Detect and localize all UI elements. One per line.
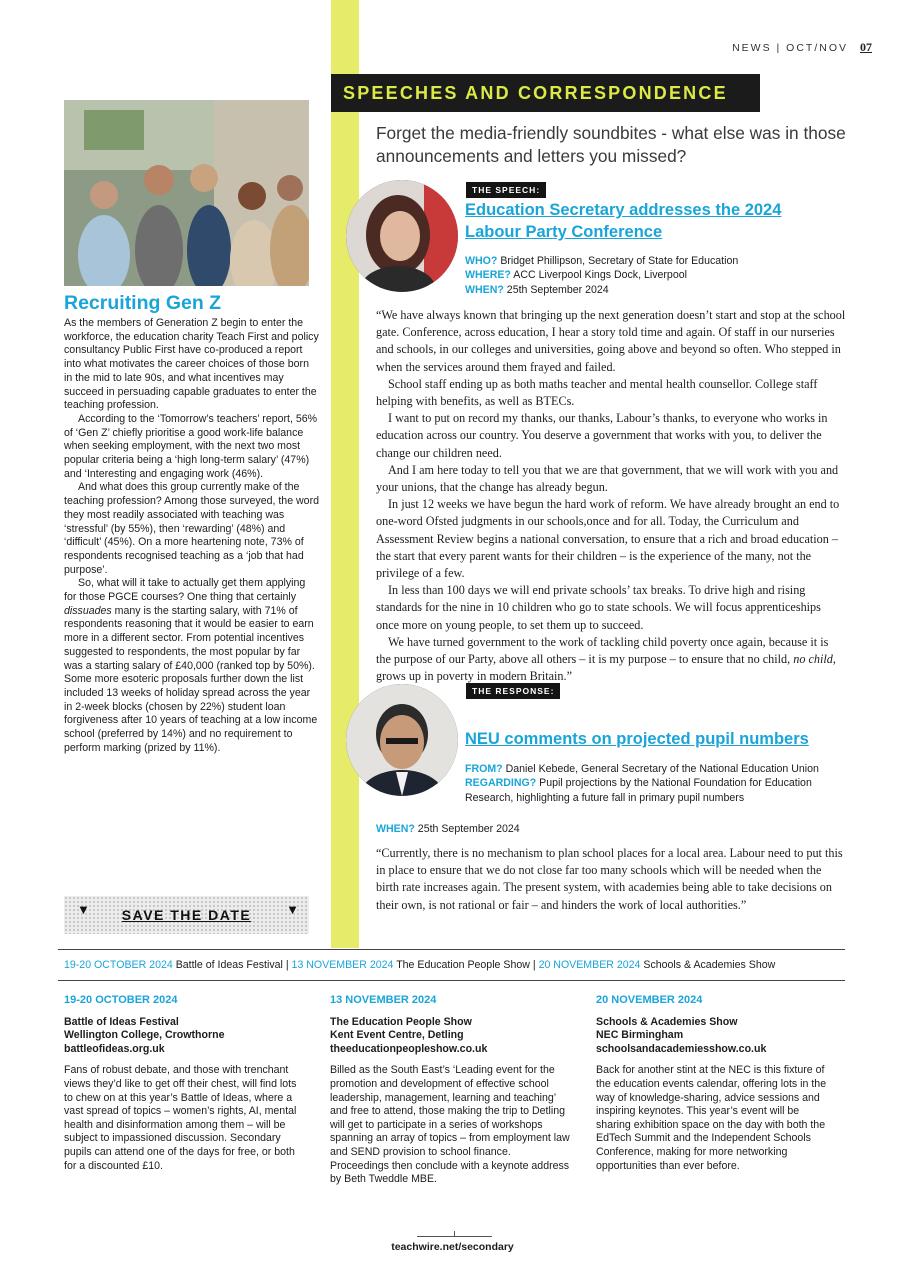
save-the-date-box xyxy=(64,896,309,934)
page-header xyxy=(732,40,872,55)
emphasis: no child xyxy=(793,652,833,667)
response-meta xyxy=(465,762,845,805)
gen-z-paragraph: And what does this group currently make of the teaching profession? Among those surveyed, the word they most readily associated with teaching was ‘stressful’ (by 55%), then ‘rewarding’ (48%) and ‘difficult’ (45%). On a more heartening note, 73% of respondents recognised teaching as a ‘job that had purpose’. xyxy=(64,481,319,576)
speech-paragraph: I want to put on record my thanks, our thanks, Labour’s thanks, to everyone who works in education across our country. You deserve a government that works with you, to deliver the change our children need. xyxy=(376,411,828,460)
text-run: , grows up in poverty in modern Britain.” xyxy=(376,652,836,684)
event-venue: Wellington College, Crowthorne xyxy=(64,1029,225,1042)
speech-paragraph: In just 12 weeks we have begun the hard work of reform. We have already brought an end to one-word Ofsted judgments in our schools,once and for all. Today, the Curriculum and Assessment Review begins a national conversation, to ensure that a rich and broad education – the start that every parent wants for their children – is the experience of the many, not the privilege of a few. xyxy=(376,497,840,581)
response-when xyxy=(376,822,846,836)
meta-value: 25th September 2024 xyxy=(506,283,609,296)
save-the-date-label: SAVE THE DATE xyxy=(121,907,252,923)
meta-value: 25th September 2024 xyxy=(417,823,520,835)
meta-value: Bridget Phillipson, Secretary of State for Education xyxy=(500,255,739,267)
speech-who xyxy=(465,254,845,268)
speech-paragraph xyxy=(376,634,846,686)
response-title[interactable]: NEU comments on projected pupil numbers xyxy=(465,730,809,748)
event-link[interactable]: theeducationpeopleshow.co.uk xyxy=(330,1042,488,1055)
meta-label: WHO? xyxy=(465,255,498,267)
section-banner: SPEECHES AND CORRESPONDENCE xyxy=(331,74,760,112)
speech-paragraph: School staff ending up as both maths teacher and mental health counsellor. College staff helping with benefits, as well as BTECs. xyxy=(376,376,818,409)
gen-z-title: Recruiting Gen Z xyxy=(64,292,222,314)
speech-title[interactable]: Education Secretary addresses the 2024 Labour Party Conference xyxy=(465,201,782,241)
emphasis: dissuades xyxy=(64,604,112,617)
page-number: 07 xyxy=(860,40,872,54)
speech-where xyxy=(465,268,845,282)
event-name: Battle of Ideas Festival xyxy=(64,1015,179,1028)
speech-quote xyxy=(376,307,846,685)
text-run: We have turned government to the work of tackling child poverty once again, because it is the purpose of our Party, above all others – it is my purpose – to ensure that no child, xyxy=(376,634,829,667)
gen-z-paragraph: According to the ‘Tomorrow’s teachers’ report, 56% of ‘Gen Z’ chiefly prioritise a good work-life balance when seeking employment, with the next two most popular criteria being a ‘high long-term salary’ (47%) and ‘Interesting and engaging work (46%). xyxy=(64,412,318,480)
meta-value: Pupil projections by the National Foundation for Education Research, highlighting a future fall in primary pupil numbers xyxy=(465,777,812,804)
meta-label: REGARDING? xyxy=(465,777,537,790)
text-run: many is the starting salary, with 71% of respondents reasoning that it would be easier to earn more in a different sector. From potential incentives suggested to respondents, the most popular by far was a starting salary of £40,000 (ranked top by 50%). Some more esoteric proposals further down the list included 13 weeks of holiday spread across the year in 2-week blocks (chosen by 22%) student loan forgiveness after 10 years of teaching at a low income school (preferred by 14%) and no requirement to perform marking (prized by 11%). xyxy=(64,604,318,754)
event-venue: Kent Event Centre, Detling xyxy=(330,1029,464,1042)
intro-text: Forget the media-friendly soundbites - what else was in those announcements and letters you missed? xyxy=(376,123,846,166)
event-column xyxy=(596,994,836,1173)
speech-paragraph: And I am here today to tell you that we are that government, that we will work with you and your unions, that the change has already begun. xyxy=(376,462,839,495)
event-column xyxy=(330,994,570,1187)
event-link[interactable]: battleofideas.org.uk xyxy=(64,1042,165,1055)
divider xyxy=(58,949,845,950)
meta-label: WHEN? xyxy=(376,823,415,835)
strip-event: The Education People Show xyxy=(396,959,530,971)
divider xyxy=(58,980,845,981)
gen-z-paragraph xyxy=(64,577,320,755)
footer-url[interactable]: teachwire.net/secondary xyxy=(391,1241,514,1253)
event-date: 20 NOVEMBER 2024 xyxy=(596,994,703,1006)
speech-paragraph: “We have always known that bringing up the next generation doesn’t start and stop at the school gate. Conference, across education, I hear a story told time and again. Of staff in our nurseries and schools, in our colleges and universities, going above and beyond so often. Who stepped in when the services around them frayed and failed. xyxy=(376,308,846,374)
strip-date: 19-20 OCTOBER 2024 xyxy=(64,959,173,971)
strip-date: 20 NOVEMBER 2024 xyxy=(538,959,641,971)
meta-value: Daniel Kebede, General Secretary of the National Education Union xyxy=(505,763,819,775)
strip-event: Schools & Academies Show xyxy=(643,959,776,971)
event-description: Back for another stint at the NEC is this fixture of the education events calendar, offering lots in the way of knowledge-sharing, advice sessions and inspiring keynotes. This year’s event will be sharing exhibition space on the day with both the EdTech Summit and the Independent Schools Conference, making for more networking opportunities than ever before. xyxy=(596,1064,827,1172)
gen-z-body xyxy=(64,317,320,756)
meta-label: WHEN? xyxy=(465,283,504,296)
strip-separator: | xyxy=(532,959,536,971)
footer-tick xyxy=(454,1231,455,1237)
down-triangle-icon: ▼ xyxy=(77,902,90,917)
event-description: Billed as the South East’s ‘Leading event for the promotion and development of effective school leadership, management, learning and teaching’ and free to attend, those making the trip to Detling will get to participate in a series of workshops spanning an array of topics – from employment law and SEND provision to school finance. Proceedings then conclude with a keynote address by Beth Tweddle MBE. xyxy=(330,1064,570,1186)
strip-separator: | xyxy=(285,959,289,971)
event-name: Schools & Academies Show xyxy=(596,1015,738,1028)
gen-z-photo xyxy=(64,100,309,286)
speech-when xyxy=(465,283,845,297)
event-name: The Education People Show xyxy=(330,1015,472,1028)
speech-meta xyxy=(465,254,845,297)
respondent-portrait xyxy=(346,684,458,796)
strip-event: Battle of Ideas Festival xyxy=(175,959,283,971)
speech-paragraph: In less than 100 days we will end private schools’ tax breaks. To drive high and rising standards for the nine in 10 children who go to state schools. We will focus apprenticeships once more on young people, to set them up to succeed. xyxy=(376,583,821,632)
meta-label: FROM? xyxy=(465,763,503,775)
response-quote: “Currently, there is no mechanism to plan school places for a local area. Labour need to put this in place to ensure that we do not close far too many schools which will be needed when the birth rate increases again. The present system, with academies being able to take decisions on their own, is not rational or fair – and hinders the work of local authorities.” xyxy=(376,846,843,912)
event-venue: NEC Birmingham xyxy=(596,1029,684,1042)
event-description: Fans of robust debate, and those with trenchant views they’d like to get off their chest, will find lots to chew on at this year’s Battle of Ideas, where a vast spread of topics – women’s rights, AI, mental health and disinformation among them – will be subject to impassioned discussion. Secondary pupils can attend one of the days for free, or both for a discounted £10. xyxy=(64,1064,297,1172)
response-tag: THE RESPONSE: xyxy=(466,683,560,699)
event-link[interactable]: schoolsandacademiesshow.co.uk xyxy=(596,1042,767,1055)
meta-label: WHERE? xyxy=(465,269,511,282)
event-date: 13 NOVEMBER 2024 xyxy=(330,994,437,1006)
speech-tag: THE SPEECH: xyxy=(466,182,546,198)
events-strip xyxy=(64,959,775,971)
event-column xyxy=(64,994,304,1173)
event-date: 19-20 OCTOBER 2024 xyxy=(64,994,178,1006)
gen-z-paragraph: As the members of Generation Z begin to enter the workforce, the education charity Teach First and policy consultancy Public First have co-produced a report into what motivates the career choices of those born in the mid to late 90s, and what incentives may succeed in persuading capable graduates to enter the teaching profession. xyxy=(64,317,319,412)
response-from xyxy=(465,762,845,776)
meta-value: ACC Liverpool Kings Dock, Liverpool xyxy=(513,269,687,282)
section-label: NEWS | OCT/NOV xyxy=(732,42,848,54)
text-run: So, what will it take to actually get them applying for those PGCE courses? One thing that certainly xyxy=(64,577,306,604)
response-regarding xyxy=(465,776,845,805)
strip-date: 13 NOVEMBER 2024 xyxy=(291,959,394,971)
speaker-portrait xyxy=(346,180,458,292)
accent-bar xyxy=(331,0,359,948)
down-triangle-icon: ▼ xyxy=(286,902,299,917)
